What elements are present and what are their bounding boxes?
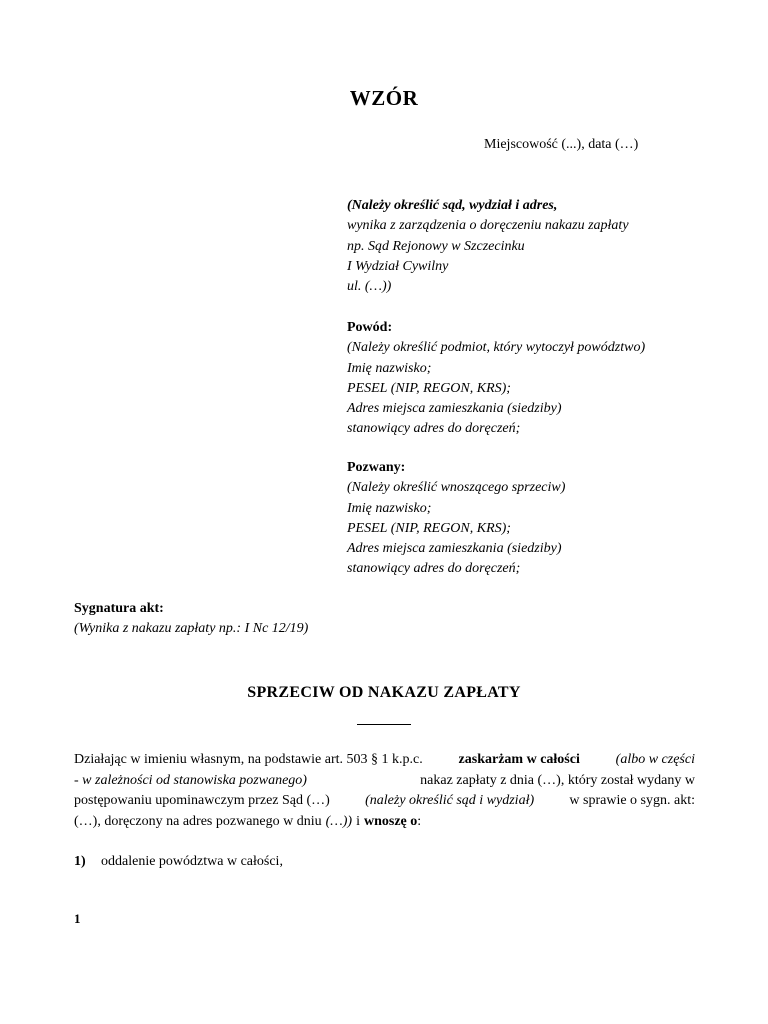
defendant-line-1: (Należy określić wnoszącego sprzeciw) [347, 480, 566, 496]
plaintiff-line-4: Adres miejsca zamieszkania (siedziby) [347, 401, 562, 417]
paragraph-line-2 [74, 771, 695, 792]
list-item-text: oddalenie powództwa w całości, [101, 854, 283, 869]
defendant-line-5: stanowiący adres do doręczeń; [347, 561, 521, 577]
plaintiff-line-3: PESEL (NIP, REGON, KRS); [347, 380, 511, 396]
plaintiff-line-1: (Należy określić podmiot, który wytoczył powództwo) [347, 340, 646, 356]
paragraph-note: - w zależności od stanowiska pozwanego) [74, 772, 307, 788]
court-line-5: ul. (…)) [347, 279, 392, 295]
paragraph-text: (…), doręczony na adres pozwanego w dniu [74, 813, 322, 829]
paragraph-line-4 [74, 812, 695, 833]
paragraph-emphasis: zaskarżam w całości [458, 752, 580, 767]
paragraph-note: (…)) [325, 813, 353, 829]
page-number: 1 [74, 911, 81, 926]
list-item-number: 1) [74, 854, 86, 869]
objection-title: SPRZECIW OD NAKAZU ZAPŁATY [247, 684, 521, 701]
case-signature-value: (Wynika z nakazu zapłaty np.: I Nc 12/19) [74, 621, 309, 637]
case-signature-label: Sygnatura akt: [74, 601, 164, 616]
court-line-2: wynika z zarządzenia o doręczeniu nakazu zapłaty [347, 218, 629, 234]
title-underline [357, 724, 411, 725]
paragraph-line-3 [74, 791, 695, 812]
objection-paragraph [74, 750, 695, 832]
document-title: WZÓR [349, 86, 419, 110]
paragraph-line-1 [74, 750, 695, 771]
plaintiff-label: Powód: [347, 320, 393, 335]
defendant-line-3: PESEL (NIP, REGON, KRS); [347, 520, 511, 536]
place-date-line: Miejscowość (...), data (…) [484, 137, 639, 152]
court-block [347, 196, 629, 297]
case-signature-block [74, 599, 308, 640]
paragraph-text: Działając w imieniu własnym, na podstawie art. 503 § 1 k.p.c. [74, 752, 423, 767]
court-line-4: I Wydział Cywilny [347, 258, 449, 274]
list-item [74, 854, 283, 870]
plaintiff-line-5: stanowiący adres do doręczeń; [347, 421, 521, 437]
paragraph-colon: : [417, 813, 422, 829]
paragraph-emphasis: wnoszę o [363, 813, 418, 829]
paragraph-text: w sprawie o sygn. akt: [569, 793, 695, 809]
defendant-line-4: Adres miejsca zamieszkania (siedziby) [347, 541, 562, 557]
defendant-label: Pozwany: [347, 460, 406, 475]
paragraph-text: i [356, 813, 360, 829]
court-line-1: (Należy określić sąd, wydział i adres, [347, 198, 558, 213]
paragraph-note: (albo w części [615, 752, 695, 767]
paragraph-text: nakaz zapłaty z dnia (…), który został wydany w [420, 772, 695, 788]
plaintiff-block [347, 318, 645, 440]
defendant-block [347, 458, 565, 580]
defendant-line-2: Imię nazwisko; [347, 500, 432, 516]
plaintiff-line-2: Imię nazwisko; [347, 360, 432, 376]
court-line-3: np. Sąd Rejonowy w Szczecinku [347, 238, 525, 254]
paragraph-note: (należy określić sąd i wydział) [365, 793, 535, 809]
paragraph-text: postępowaniu upominawczym przez Sąd (…) [74, 793, 330, 809]
